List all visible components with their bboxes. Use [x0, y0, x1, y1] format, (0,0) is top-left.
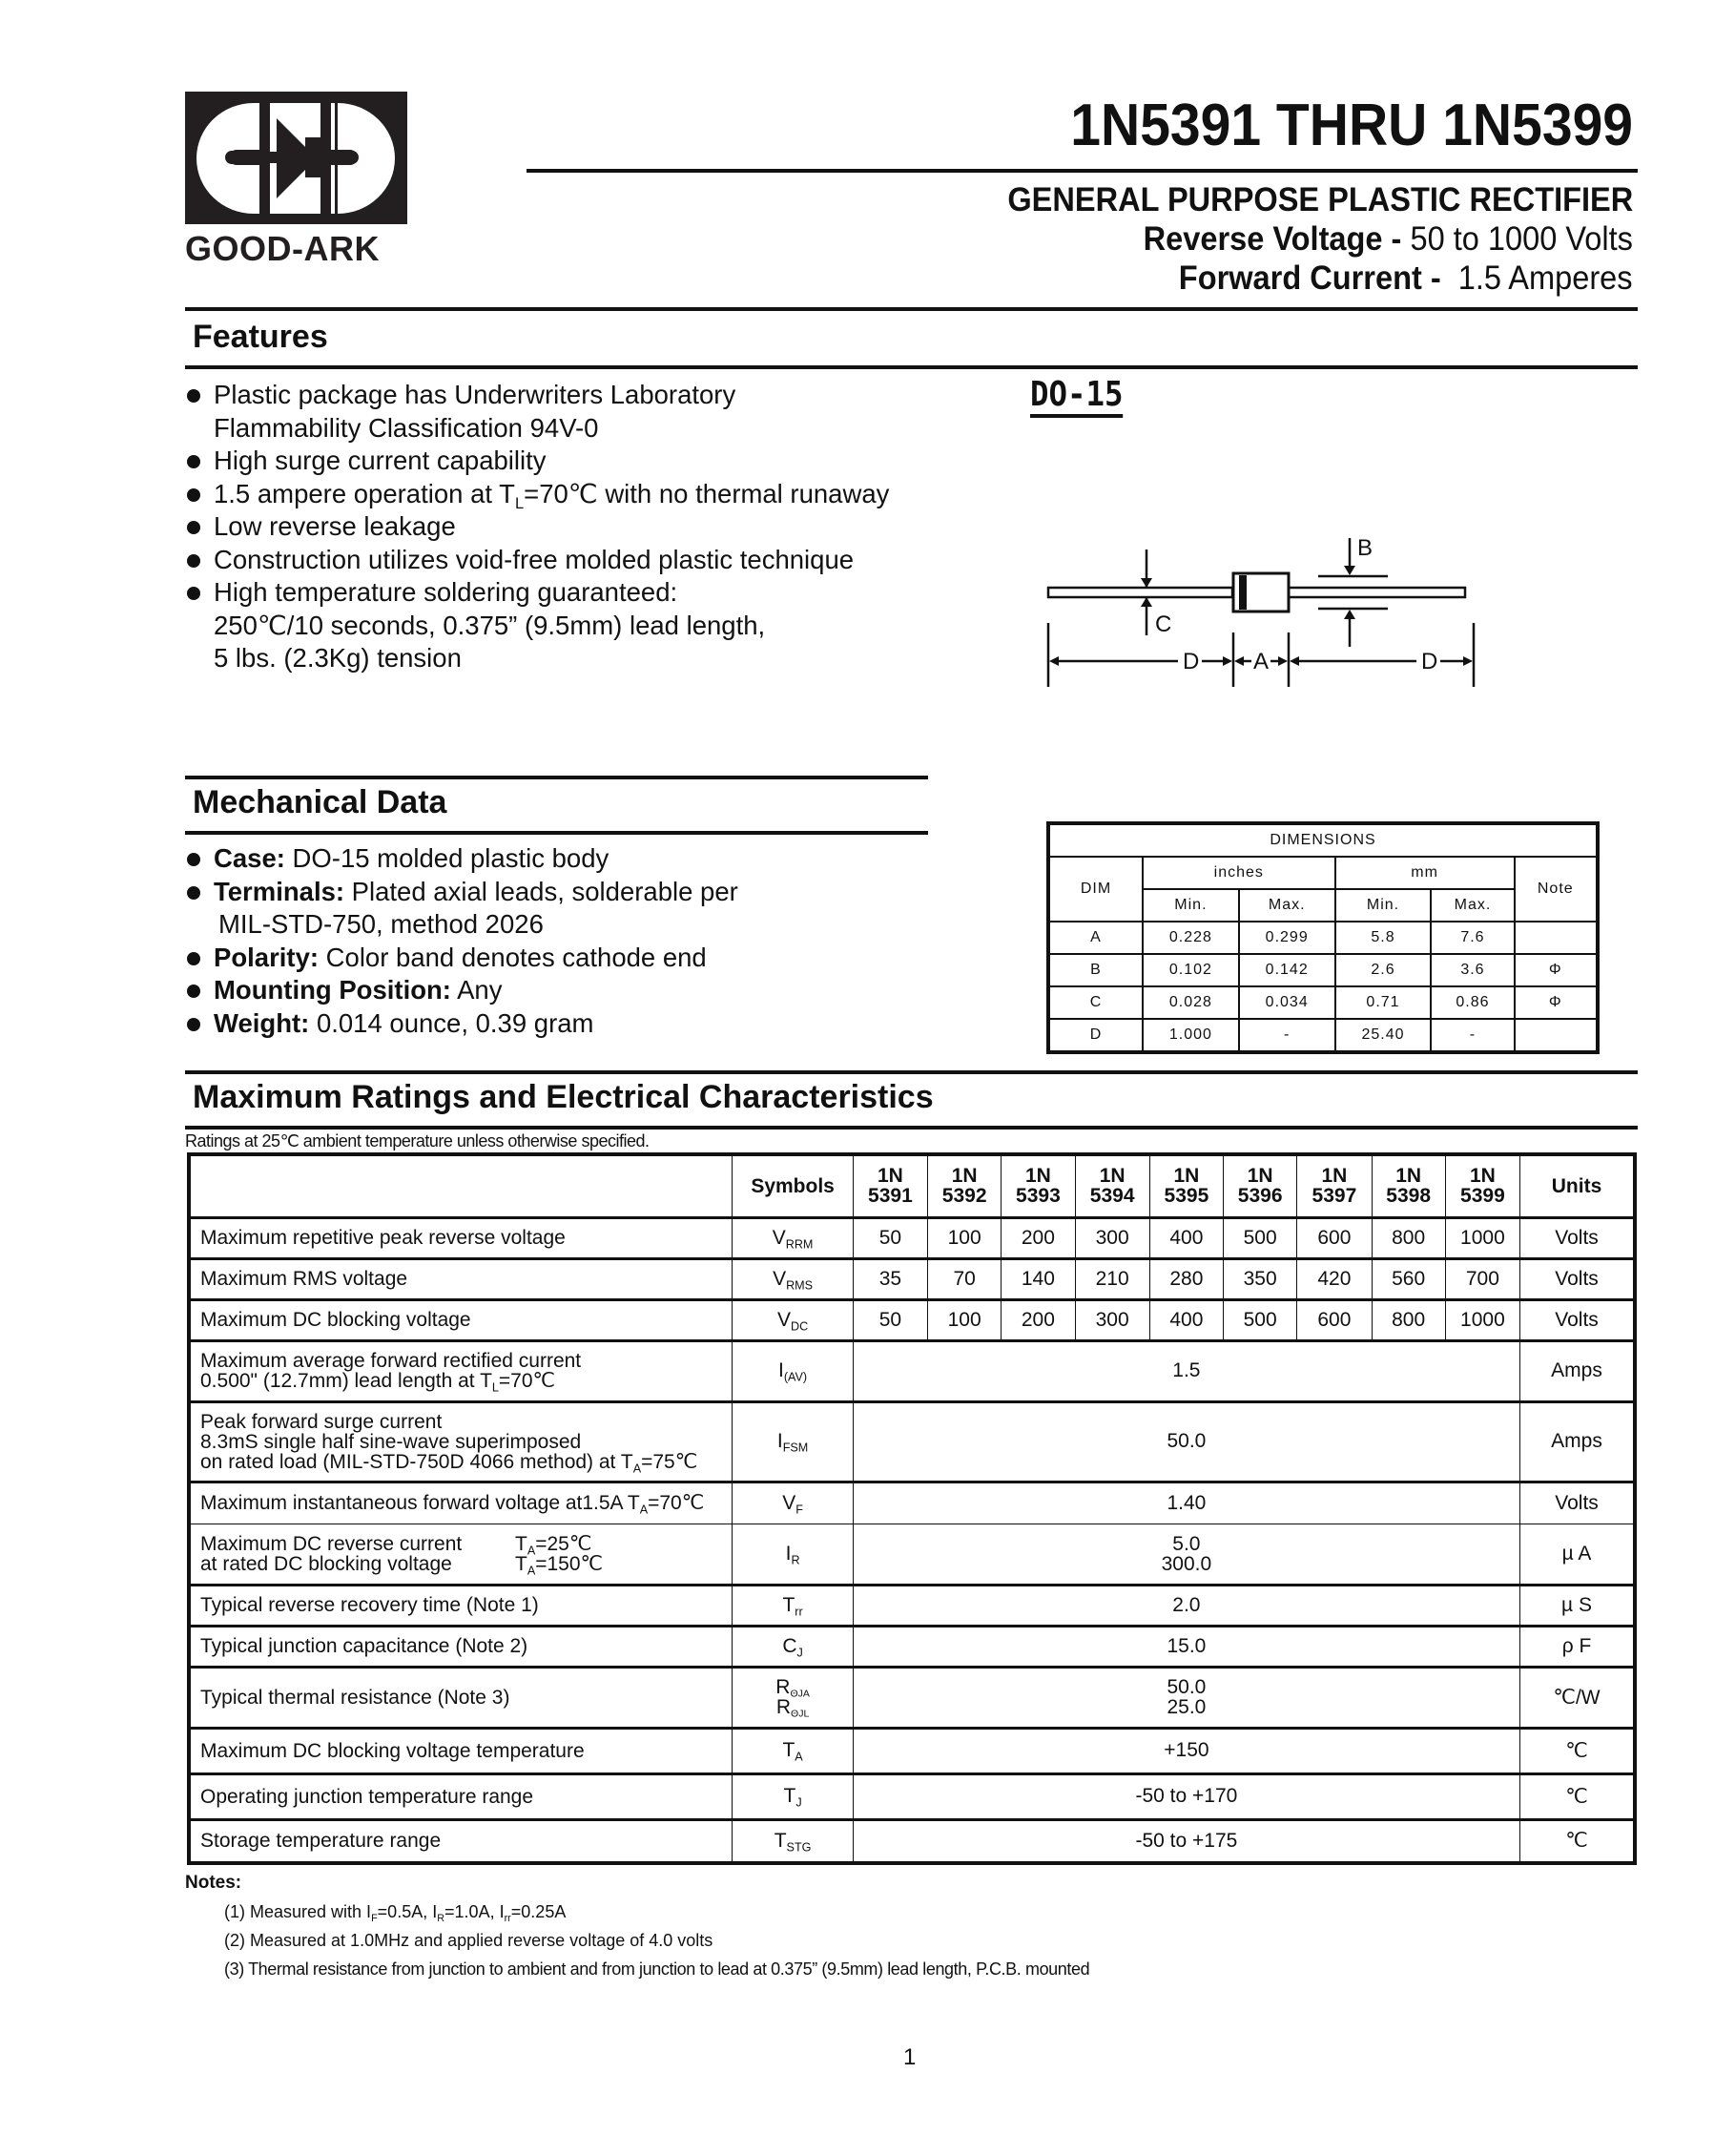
table-row: Peak forward surge current 8.3mS single half sine-wave superimposed on rated load (MIL-STD-750D 4066 method) at $T_A=75℃$ $I_{FSM}$ 50.0 Amps [189, 1401, 1635, 1482]
forward-current-spec [1179, 259, 1633, 298]
table-row: Maximum DC reverse current $T_A=25℃$ at rated DC blocking voltage $T_A=150℃$ $I_R$ 5.0 300.0 µ A [189, 1524, 1635, 1585]
feature-item-cont: Flammability Classification 94V-0 [214, 412, 599, 443]
table-row: Typical junction capacitance (Note 2) $C_J$ 15.0 ρ F [189, 1626, 1635, 1667]
ratings-bottom-rule [185, 1126, 1638, 1130]
reverse-voltage-spec [1144, 220, 1633, 259]
min-header: Min. [1143, 889, 1239, 922]
mechanical-item-cont: MIL-STD-750, method 2026 [218, 909, 544, 939]
brand-name: GOOD-ARK [185, 229, 380, 268]
page-title: 1N5391 THRU 1N5399 [1070, 93, 1633, 158]
features-bottom-rule [185, 365, 1638, 369]
part-header: 1N 5394 [1075, 1154, 1149, 1217]
table-row: Typical thermal resistance (Note 3) $R_{\Theta JA}$ $R_{\Theta JL}$ 50.0 25.0 ℃/W [189, 1667, 1635, 1728]
features-heading: Features [193, 319, 328, 355]
dim-row: A 0.228 0.299 5.8 7.6 [1048, 922, 1598, 954]
svg-text:D: D [1183, 649, 1200, 674]
dim-label-c: C [1155, 612, 1172, 637]
part-header: 1N 5397 [1297, 1154, 1372, 1217]
mechanical-list [185, 842, 948, 1040]
feature-item: High temperature soldering guaranteed: [185, 576, 967, 610]
table-row: Typical reverse recovery time (Note 1) $T_{rr}$ 2.0 µ S [189, 1585, 1635, 1626]
notes-heading: Notes: [185, 1873, 242, 1893]
mechanical-item: Weight: 0.014 ounce, 0.39 gram [185, 1007, 948, 1041]
part-header: 1N 5396 [1224, 1154, 1297, 1217]
mechanical-heading: Mechanical Data [193, 784, 447, 820]
page-number: 1 [903, 2044, 917, 2070]
ratings-top-rule [185, 1070, 1638, 1074]
part-header: 1N 5391 [853, 1154, 927, 1217]
forward-current-label: Forward Current - [1179, 259, 1442, 297]
min-header: Min. [1335, 889, 1432, 922]
part-header: 1N 5395 [1149, 1154, 1223, 1217]
ratings-table [187, 1152, 1637, 1865]
part-header: 1N 5392 [928, 1154, 1002, 1217]
feature-item: 1.5 ampere operation at $T_L=70℃$ with no thermal runaway [185, 478, 967, 511]
dim-header: DIM [1048, 857, 1143, 922]
mechanical-item: Terminals: Plated axial leads, solderable per [185, 876, 948, 909]
table-row: Maximum RMS voltage $V_{RMS}$ 35 70 140 210 280 350 420 560 700 Volts [189, 1258, 1635, 1299]
table-header-row [189, 1154, 1635, 1217]
ratings-caption: Ratings at 25℃ ambient temperature unless otherwise specified. [185, 1131, 650, 1151]
dimensions-title: DIMENSIONS [1048, 823, 1598, 857]
dim-row: C 0.028 0.034 0.71 0.86 Φ [1048, 986, 1598, 1019]
table-row: Operating junction temperature range $T_J$ -50 to +170 ℃ [189, 1773, 1635, 1819]
product-subtitle: GENERAL PURPOSE PLASTIC RECTIFIER [1007, 181, 1633, 218]
feature-item: Construction utilizes void-free molded plastic technique [185, 544, 967, 577]
feature-item: High surge current capability [185, 445, 967, 478]
part-header: 1N 5398 [1372, 1154, 1445, 1217]
inches-header: inches [1143, 857, 1335, 889]
diode-logo-icon [185, 92, 407, 224]
mechanical-bottom-rule [185, 831, 928, 835]
mm-header: mm [1335, 857, 1515, 889]
svg-text:D: D [1421, 649, 1438, 674]
svg-text:A: A [1253, 649, 1270, 674]
table-row: Storage temperature range $T_{STG}$ -50 to +175 ℃ [189, 1819, 1635, 1863]
feature-item-cont: 5 lbs. (2.3Kg) tension [214, 643, 462, 673]
mechanical-top-rule [185, 776, 928, 779]
note-3: (3) Thermal resistance from junction to ambient and from junction to lead at 0.375” (9.5mm) lead length, P.C.B. mounted [224, 1959, 1090, 1979]
note-header: Note [1515, 857, 1598, 922]
forward-current-value: 1.5 Amperes [1458, 259, 1633, 297]
dim-label-b: B [1357, 535, 1374, 561]
max-header: Max. [1431, 889, 1514, 922]
note-2: (2) Measured at 1.0MHz and applied reverse voltage of 4.0 volts [224, 1931, 713, 1950]
max-header: Max. [1239, 889, 1335, 922]
mechanical-item: Mounting Position: Any [185, 974, 948, 1007]
table-row: Maximum average forward rectified current 0.500" (12.7mm) lead length at $T_L=70℃$ $I_{(AV)}$ 1.5 Amps [189, 1340, 1635, 1401]
features-top-rule [185, 307, 1638, 311]
dim-row: B 0.102 0.142 2.6 3.6 Φ [1048, 954, 1598, 986]
table-row: Maximum DC blocking voltage temperature $T_A$ +150 ℃ [189, 1728, 1635, 1773]
mechanical-item: Polarity: Color band denotes cathode end [185, 942, 948, 975]
units-header: Units [1520, 1154, 1635, 1217]
table-row: Maximum instantaneous forward voltage at1.5A $T_A=70℃$ $V_F$ 1.40 Volts [189, 1482, 1635, 1524]
feature-item: Plastic package has Underwriters Laboratory [185, 379, 967, 412]
title-divider [527, 169, 1638, 173]
dim-row: D 1.000 - 25.40 - [1048, 1019, 1598, 1052]
package-outline-diagram [1002, 534, 1669, 696]
package-name: DO-15 [1030, 378, 1124, 418]
reverse-voltage-label: Reverse Voltage - [1143, 220, 1402, 258]
part-header: 1N 5393 [1002, 1154, 1075, 1217]
features-list [185, 379, 967, 675]
note-1: (1) Measured with $I_F=0.5A$, $I_R=1.0A$, $I_{rr}=0.25A$ [224, 1902, 567, 1924]
ratings-heading: Maximum Ratings and Electrical Characteristics [193, 1079, 934, 1115]
mechanical-item: Case: DO-15 molded plastic body [185, 842, 948, 876]
reverse-voltage-value: 50 to 1000 Volts [1410, 220, 1633, 258]
dimensions-table [1046, 821, 1600, 1054]
symbols-header: Symbols [733, 1154, 853, 1217]
company-logo [185, 92, 407, 224]
feature-item: Low reverse leakage [185, 510, 967, 544]
part-header: 1N 5399 [1445, 1154, 1519, 1217]
table-row: Maximum DC blocking voltage $V_{DC}$ 50 100 200 300 400 500 600 800 1000 Volts [189, 1299, 1635, 1340]
table-row: Maximum repetitive peak reverse voltage $V_{RRM}$ 50 100 200 300 400 500 600 800 1000 Volts [189, 1217, 1635, 1258]
feature-item-cont: 250℃/10 seconds, 0.375” (9.5mm) lead length, [214, 610, 766, 640]
